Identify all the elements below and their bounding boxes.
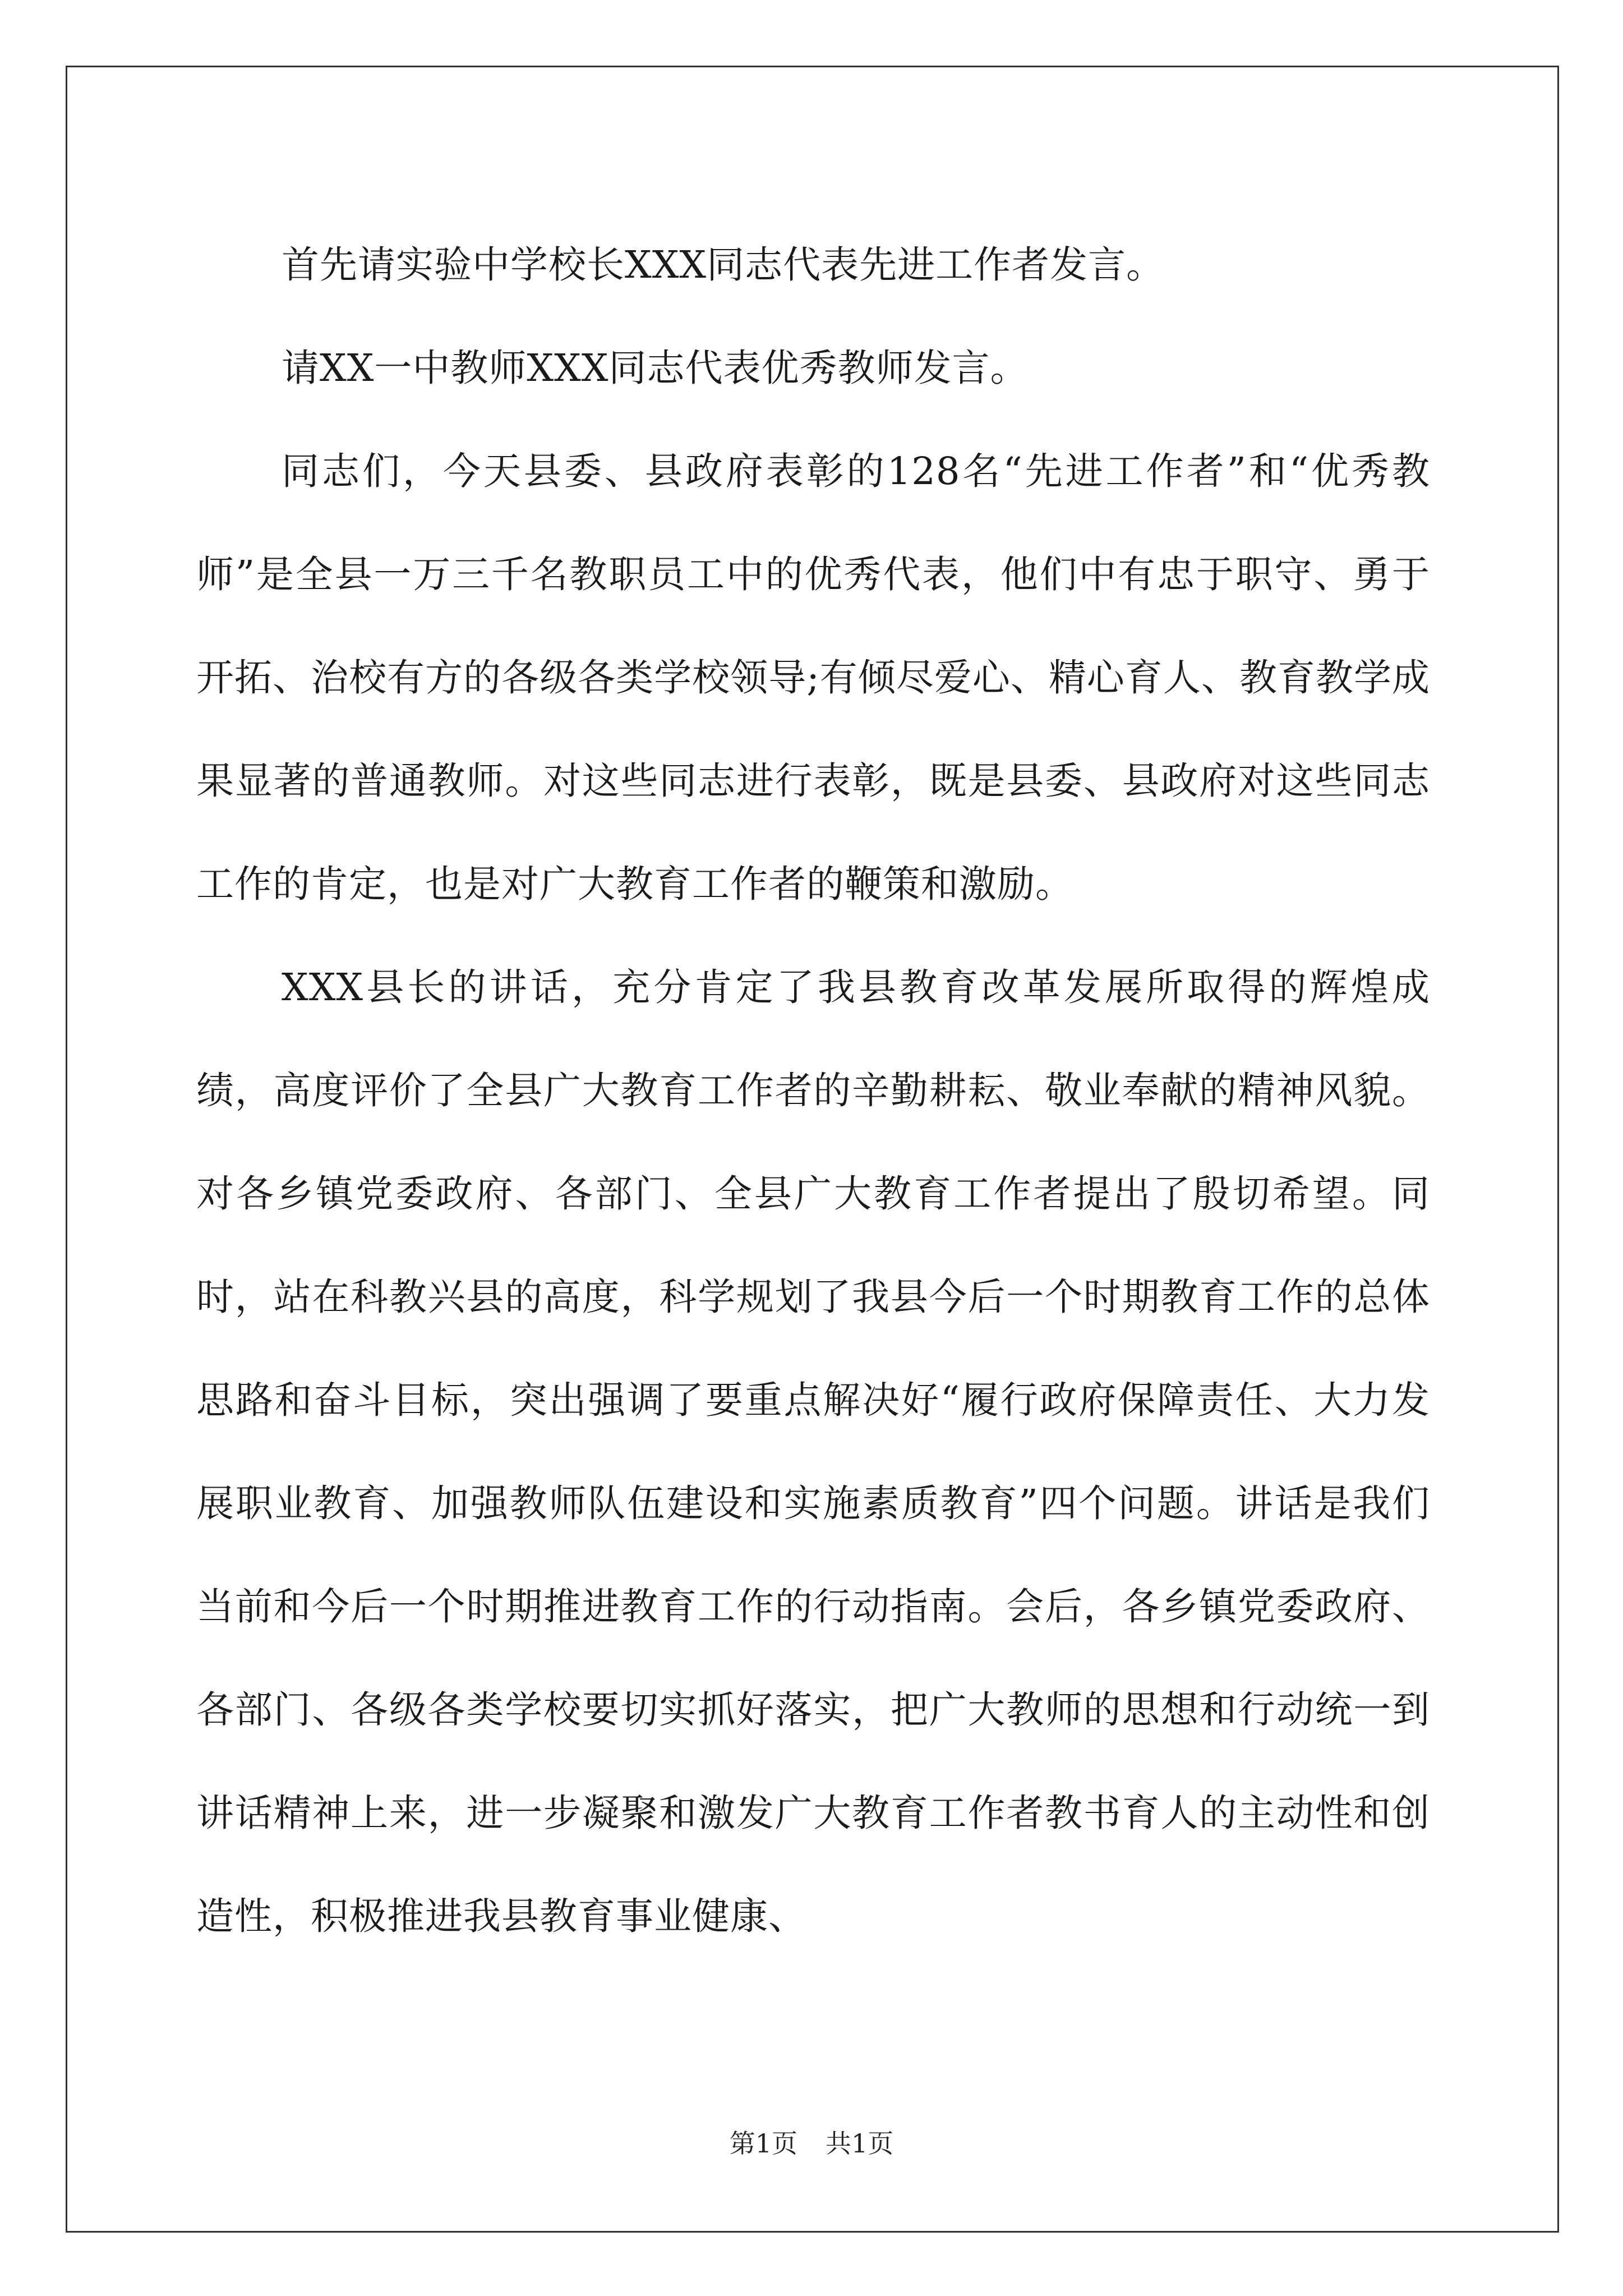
paragraph-1: 首先请实验中学校长XXX同志代表先进工作者发言。 (282, 243, 1165, 287)
page-number: 第1页 (729, 2128, 797, 2159)
page-total: 共1页 (826, 2128, 894, 2159)
page-footer (0, 2123, 1623, 2160)
document-body (196, 213, 1430, 1968)
paragraph-4: XXX县长的讲话，充分肯定了我县教育改革发展所取得的辉煌成绩，高度评价了全县广大教育工作者的辛勤耕耘、敬业奉献的精神风貌。对各乡镇党委政府、各部门、全县广大教育工作者提出了殷切希望。同时，站在科教兴县的高度，科学规划了我县今后一个时期教育工作的总体思路和奋斗目标，突出强调了要重点解决好“履行政府保障责任、大力发展职业教育、加强教师队伍建设和实施素质教育”四个问题。讲话是我们当前和今后一个时期推进教育工作的行动指南。会后，各乡镇党委政府、各部门、各级各类学校要切实抓好落实，把广大教师的思想和行动统一到讲话精神上来，进一步凝聚和激发广大教育工作者教书育人的主动性和创造性，积极推进我县教育事业健康、 (196, 965, 1430, 1938)
paragraph-2: 请XX一中教师XXX同志代表优秀教师发言。 (282, 346, 1029, 390)
paragraph-3: 同志们，今天县委、县政府表彰的128名“先进工作者”和“优秀教师”是全县一万三千名教职员工中的优秀代表，他们中有忠于职守、勇于开拓、治校有方的各级各类学校领导;有倾尽爱心、精心育人、教育教学成果显著的普通教师。对这些同志进行表彰，既是县委、县政府对这些同志工作的肯定，也是对广大教育工作者的鞭策和激励。 (196, 449, 1430, 906)
